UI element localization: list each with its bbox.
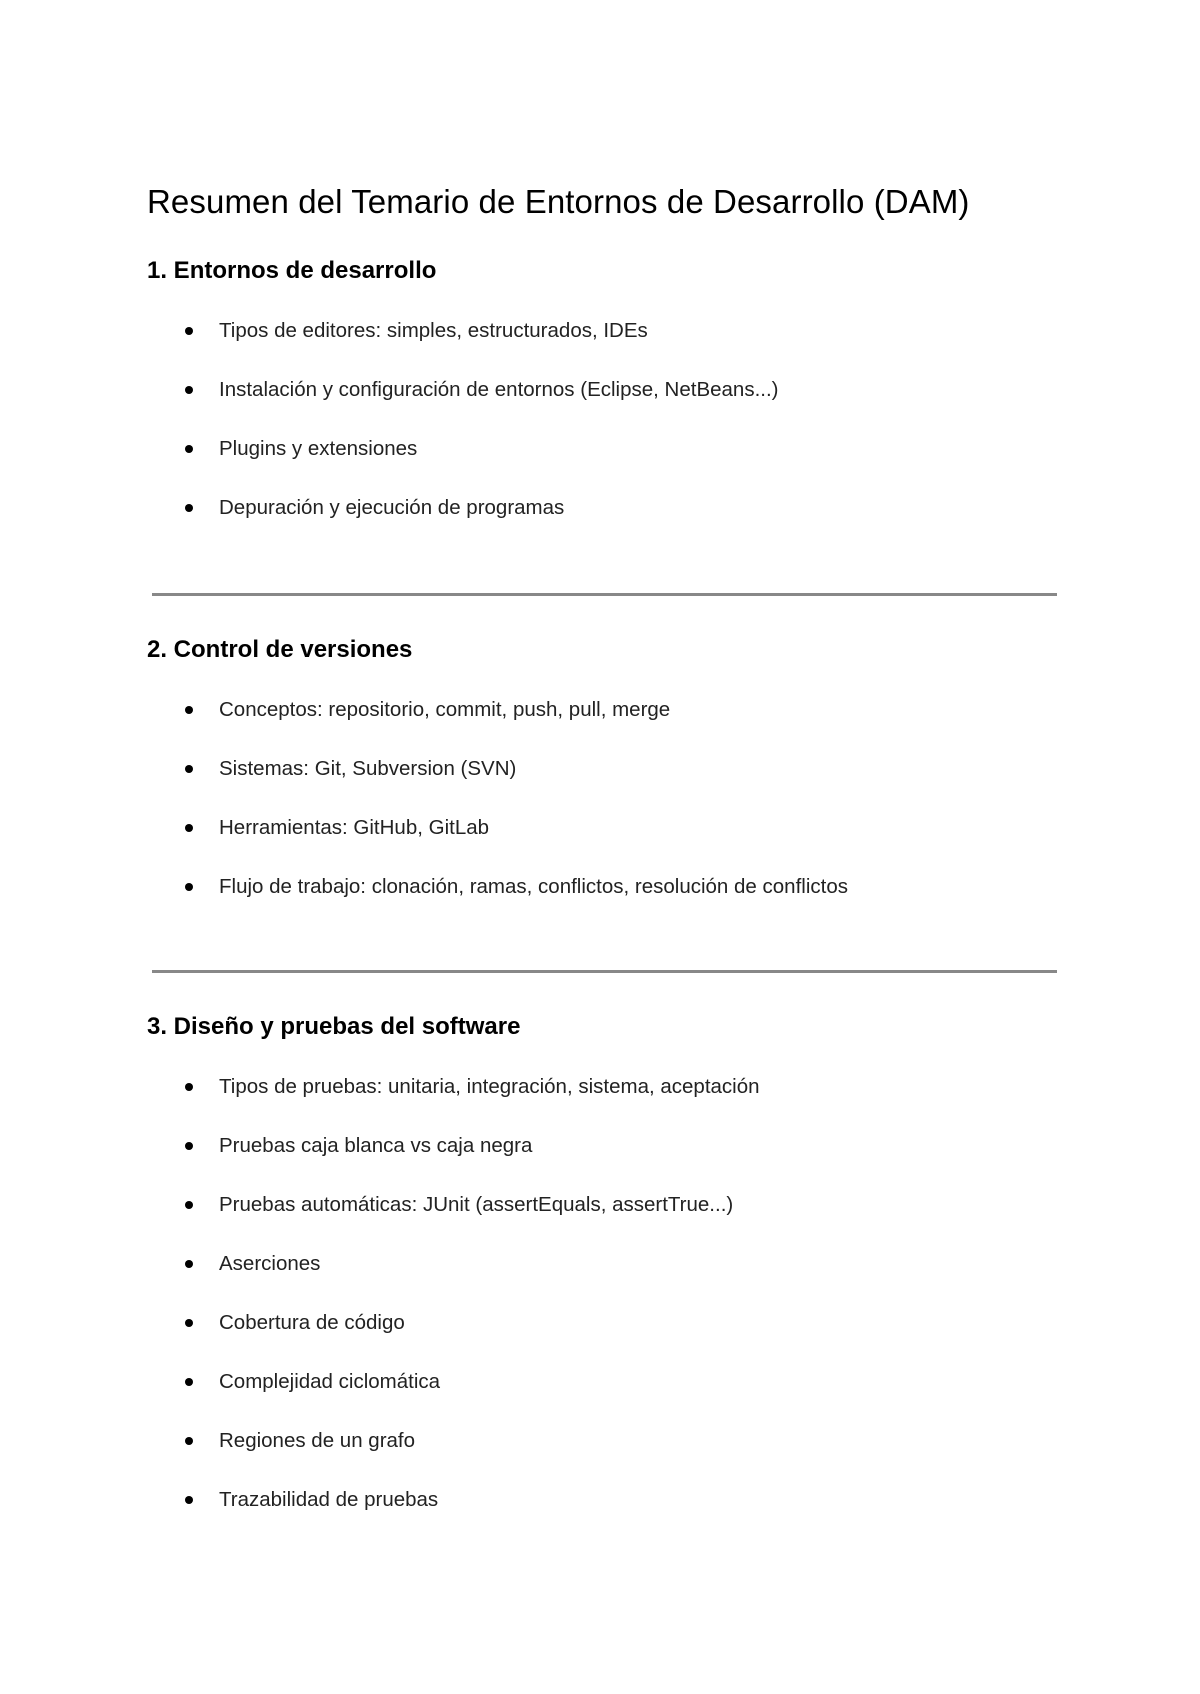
bullet-icon (185, 386, 193, 394)
list-item-text: Flujo de trabajo: clonación, ramas, conflictos, resolución de conflictos (219, 875, 848, 898)
bullet-icon (185, 1378, 193, 1386)
document-title: Resumen del Temario de Entornos de Desarrollo (DAM) (147, 183, 970, 220)
section-heading-diseno-pruebas: 3. Diseño y pruebas del software (147, 1013, 521, 1040)
list-item-text: Cobertura de código (219, 1311, 405, 1334)
bullet-icon (185, 1437, 193, 1445)
list-item-text: Instalación y configuración de entornos (Eclipse, NetBeans...) (219, 378, 779, 401)
bullet-icon (185, 824, 193, 832)
list-item-text: Herramientas: GitHub, GitLab (219, 816, 490, 839)
bullet-icon (185, 706, 193, 714)
bullet-icon (185, 1319, 193, 1327)
list-item-text: Pruebas caja blanca vs caja negra (219, 1134, 533, 1157)
list-item-text: Plugins y extensiones (219, 437, 418, 460)
list-item-text: Conceptos: repositorio, commit, push, pull, merge (219, 698, 671, 721)
bullet-icon (185, 327, 193, 335)
list-item-text: Pruebas automáticas: JUnit (assertEquals, assertTrue...) (219, 1193, 734, 1216)
bullet-icon (185, 765, 193, 773)
list-item-text: Tipos de editores: simples, estructurados, IDEs (219, 319, 648, 342)
bullet-icon (185, 883, 193, 891)
list-item-text: Aserciones (219, 1252, 321, 1275)
bullet-icon (185, 1260, 193, 1268)
bullet-icon (185, 1083, 193, 1091)
bullet-icon (185, 445, 193, 453)
list-item-text: Depuración y ejecución de programas (219, 496, 565, 519)
section-divider (152, 593, 1057, 596)
bullet-icon (185, 1496, 193, 1504)
list-item-text: Tipos de pruebas: unitaria, integración, sistema, aceptación (219, 1075, 760, 1098)
section-divider (152, 970, 1057, 973)
bullet-icon (185, 504, 193, 512)
list-item-text: Trazabilidad de pruebas (219, 1488, 439, 1511)
bullet-icon (185, 1142, 193, 1150)
list-item-text: Regiones de un grafo (219, 1429, 416, 1452)
list-item-text: Sistemas: Git, Subversion (SVN) (219, 757, 517, 780)
section-heading-control-versiones: 2. Control de versiones (147, 636, 413, 663)
bullet-icon (185, 1201, 193, 1209)
section-heading-entornos: 1. Entornos de desarrollo (147, 257, 437, 284)
list-item-text: Complejidad ciclomática (219, 1370, 441, 1393)
